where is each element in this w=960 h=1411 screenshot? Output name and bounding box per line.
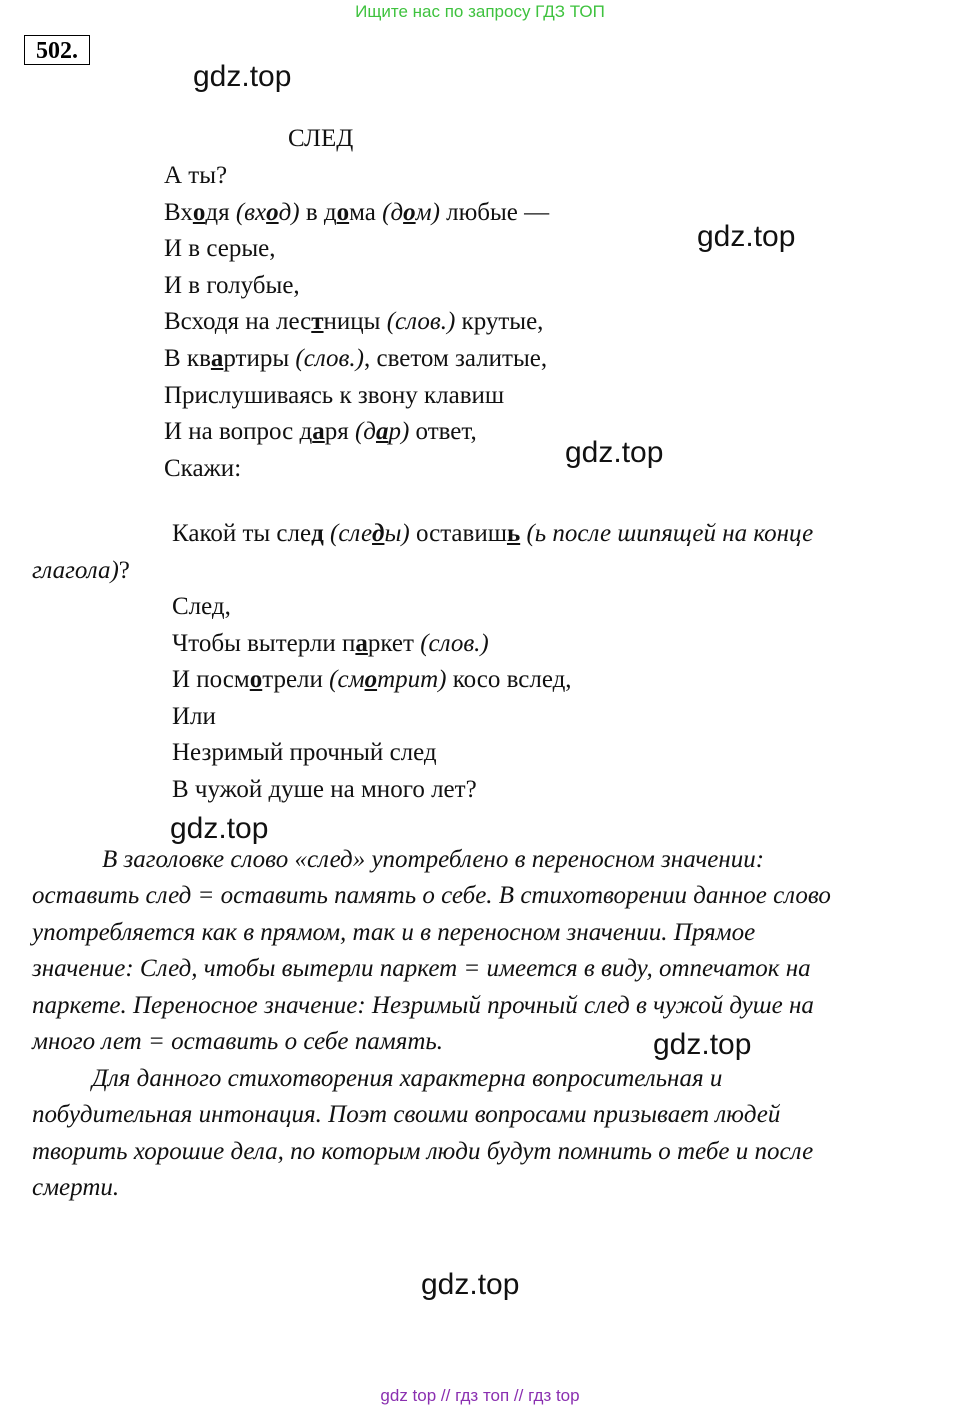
explanation-line: значение: След, чтобы вытерли паркет = имеется в виду, отпечаток на [32, 955, 811, 982]
poem-line: След, [172, 593, 231, 620]
watermark: gdz.top [170, 812, 269, 845]
explanation-line: много лет = оставить о себе память. [32, 1028, 444, 1055]
poem-line: Прислушиваясь к звону клавиш [164, 381, 505, 409]
top-banner: Ищите нас по запросу ГДЗ ТОП [355, 2, 605, 21]
poem-stanza-1 [164, 158, 549, 487]
poem-line: А ты? [164, 162, 228, 189]
watermark: gdz.top [193, 60, 292, 93]
poem-line: И в серые, [164, 235, 276, 263]
poem-line: В чужой душе на много лет? [172, 775, 477, 803]
poem-line: Незримый прочный след [172, 739, 437, 767]
poem-line: Входя (вход) в дома (дом) любые — [164, 198, 550, 226]
watermark: gdz.top [565, 436, 664, 469]
question-line-continued: глагола)? [32, 557, 130, 584]
explanation-line: паркете. Переносное значение: Незримый прочный след в чужой душе на [32, 992, 814, 1019]
poem-stanza-2 [172, 589, 572, 809]
poem-line: Или [172, 702, 216, 730]
watermark: gdz.top [653, 1028, 752, 1061]
poem-line: И посмотрели (смотрит) косо вслед, [172, 666, 572, 694]
task-number: 502. [24, 35, 90, 65]
question-line: Какой ты след (следы) оставишь (ь после шипящей на конце [172, 520, 814, 547]
poem-line: Скажи: [164, 454, 242, 482]
conclusion-line: смерти. [32, 1174, 120, 1201]
conclusion-line: побудительная интонация. Поэт своими вопросами призывает людей [32, 1101, 781, 1128]
conclusion-line: творить хорошие дела, по которым люди будут помнить о тебе и после [32, 1138, 814, 1165]
poem-line: И на вопрос даря (дар) ответ, [164, 418, 477, 446]
poem-line: Чтобы вытерли паркет (слов.) [172, 629, 489, 657]
poem-line: Всходя на лестницы (слов.) крутые, [164, 308, 544, 336]
poem-title: СЛЕД [288, 125, 354, 152]
watermark: gdz.top [697, 220, 796, 253]
watermark: gdz.top [421, 1268, 520, 1301]
poem-line: В квартиры (слов.), светом залитые, [164, 344, 548, 372]
explanation-line: оставить след = оставить память о себе. В стихотворении данное слово [32, 882, 831, 909]
explanation-line: употребляется как в прямом, так и в переносном значении. Прямое [32, 919, 756, 946]
footer-links[interactable]: gdz top // гдз топ // гдз top [380, 1386, 580, 1405]
poem-line: И в голубые, [164, 271, 300, 299]
explanation-line: В заголовке слово «след» употреблено в переносном значении: [102, 846, 765, 873]
conclusion-line: Для данного стихотворения характерна вопросительная и [92, 1065, 723, 1092]
